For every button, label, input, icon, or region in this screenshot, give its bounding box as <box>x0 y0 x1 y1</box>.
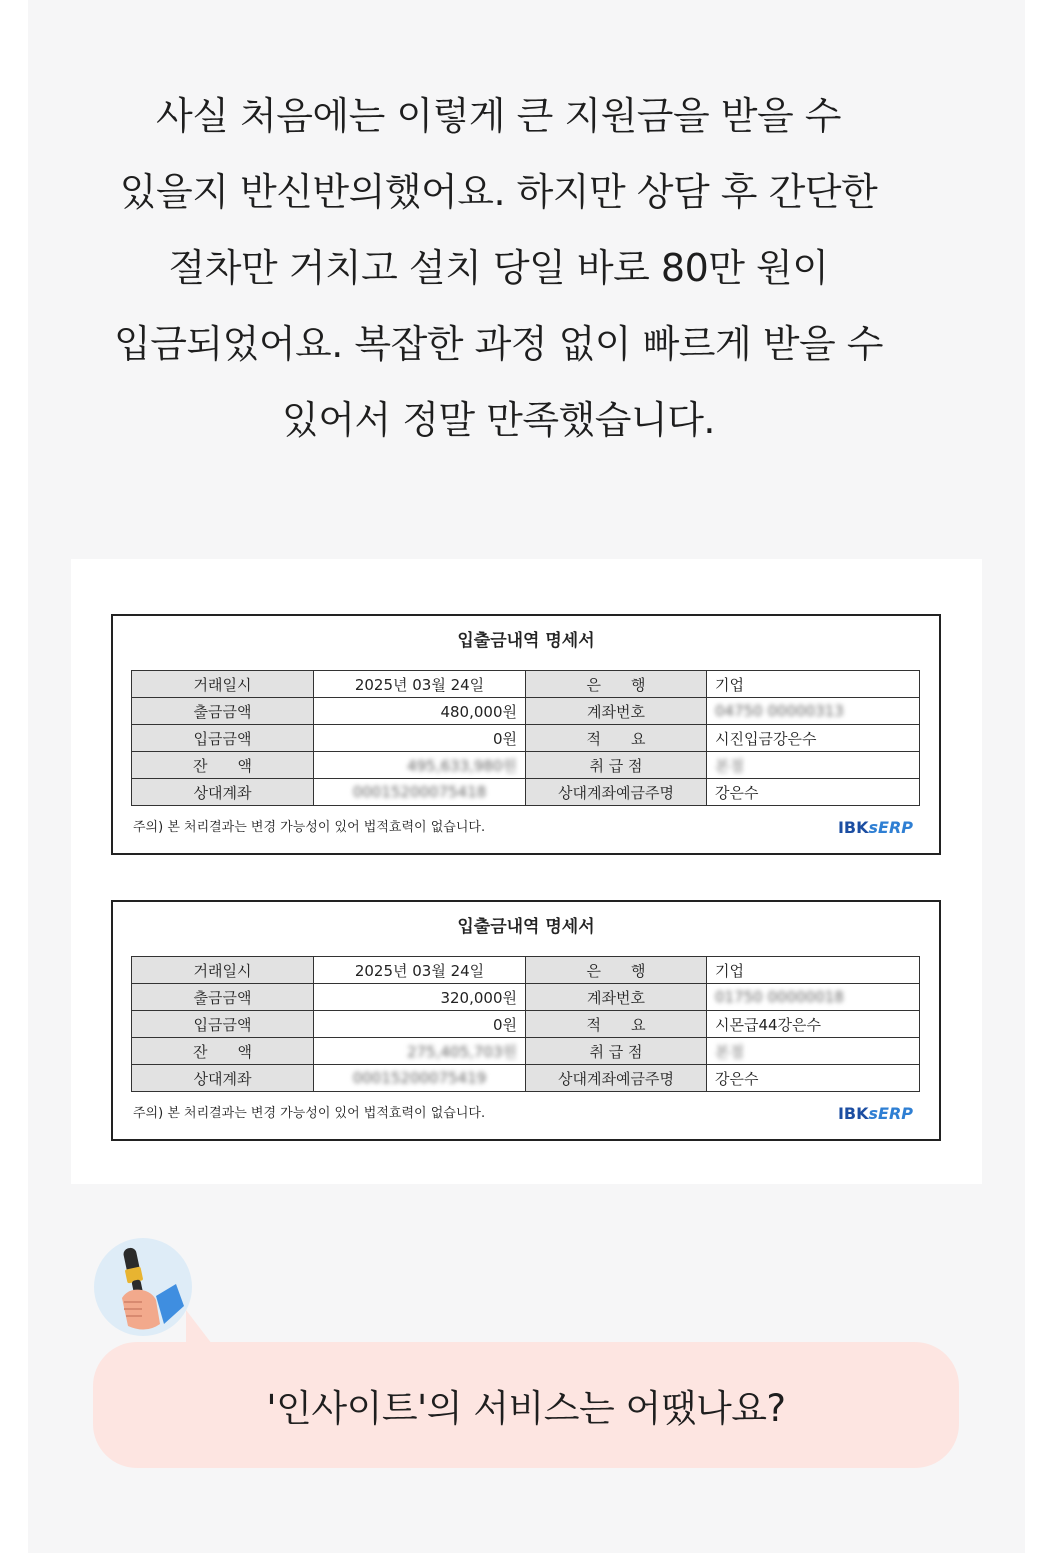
field-label: 은 행 <box>526 957 707 984</box>
testimonial-line: 있을지 반신반의했어요. 하지만 상담 후 간단한 <box>119 170 878 214</box>
blurred-value: 본점 <box>715 756 744 775</box>
field-label: 거래일시 <box>132 957 314 984</box>
field-label: 상대계좌예금주명 <box>526 1065 707 1092</box>
field-label: 적 요 <box>526 725 707 752</box>
field-label: 취 급 점 <box>526 752 707 779</box>
table-row <box>132 1065 920 1092</box>
ibk-serp-logo <box>838 1104 913 1123</box>
field-label: 거래일시 <box>132 671 314 698</box>
ibk-serp-logo <box>838 818 913 837</box>
field-value: 0원 <box>314 725 526 752</box>
microphone-hand-icon <box>94 1238 192 1336</box>
blurred-value: 04750 00000313 <box>715 702 844 720</box>
field-value: 강은수 <box>707 779 920 806</box>
field-value: 2025년 03월 24일 <box>314 957 526 984</box>
testimonial-line: 입금되었어요. 복잡한 과정 없이 빠르게 받을 수 <box>113 322 883 366</box>
transaction-statement <box>111 900 941 1141</box>
table-row <box>132 752 920 779</box>
table-row <box>132 1038 920 1065</box>
testimonial-line: 있어서 정말 만족했습니다. <box>281 398 716 442</box>
blurred-value: 00015200075419 <box>352 1069 487 1087</box>
field-value <box>314 1038 526 1065</box>
field-value: 시진입금강은수 <box>707 725 920 752</box>
statement-table <box>131 956 920 1092</box>
field-label: 계좌번호 <box>526 698 707 725</box>
transaction-statement <box>111 614 941 855</box>
field-label: 잔 액 <box>132 752 314 779</box>
table-row <box>132 671 920 698</box>
legal-notice: 주의) 본 처리결과는 변경 가능성이 있어 법적효력이 없습니다. <box>133 1106 486 1121</box>
field-label: 상대계좌 <box>132 779 314 806</box>
statement-title: 입출금내역 명세서 <box>457 917 595 937</box>
logo-text: sERP <box>868 818 913 837</box>
statement-title: 입출금내역 명세서 <box>457 631 595 651</box>
blurred-value: 00015200075418 <box>352 783 487 801</box>
field-label: 입금금액 <box>132 1011 314 1038</box>
field-label: 계좌번호 <box>526 984 707 1011</box>
interview-question: '인사이트'의 서비스는 어땠나요? <box>266 1387 786 1430</box>
field-value <box>314 1065 526 1092</box>
testimonial-line: 사실 처음에는 이렇게 큰 지원금을 받을 수 <box>155 94 841 138</box>
microphone-hand-icon <box>94 1238 192 1336</box>
field-value <box>314 752 526 779</box>
field-value: 기업 <box>707 957 920 984</box>
table-row <box>132 1011 920 1038</box>
testimonial-line: 절차만 거치고 설치 당일 바로 80만 원이 <box>168 246 829 290</box>
field-label: 취 급 점 <box>526 1038 707 1065</box>
field-value: 2025년 03월 24일 <box>314 671 526 698</box>
statement-image-card <box>71 559 982 1184</box>
field-label: 출금금액 <box>132 698 314 725</box>
blurred-value: 495,633,980원 <box>407 756 517 775</box>
field-label: 출금금액 <box>132 984 314 1011</box>
field-value: 시몬급44강은수 <box>707 1011 920 1038</box>
field-value <box>707 984 920 1011</box>
question-bubble <box>93 1342 959 1468</box>
legal-notice: 주의) 본 처리결과는 변경 가능성이 있어 법적효력이 없습니다. <box>133 820 486 835</box>
logo-text: sERP <box>868 1104 913 1123</box>
field-label: 은 행 <box>526 671 707 698</box>
statement-table <box>131 670 920 806</box>
blurred-value: 275,405,703원 <box>407 1042 517 1061</box>
field-label: 상대계좌 <box>132 1065 314 1092</box>
field-label: 입금금액 <box>132 725 314 752</box>
field-value: 기업 <box>707 671 920 698</box>
field-value <box>314 779 526 806</box>
field-label: 상대계좌예금주명 <box>526 779 707 806</box>
field-value: 강은수 <box>707 1065 920 1092</box>
field-value: 320,000원 <box>314 984 526 1011</box>
field-value <box>707 752 920 779</box>
logo-text: IBK <box>837 1104 869 1123</box>
blurred-value: 본점 <box>715 1042 744 1061</box>
field-value <box>707 698 920 725</box>
table-row <box>132 698 920 725</box>
table-row <box>132 957 920 984</box>
logo-text: IBK <box>837 818 869 837</box>
blurred-value: 01750 00000018 <box>715 988 844 1006</box>
field-label: 적 요 <box>526 1011 707 1038</box>
field-value: 480,000원 <box>314 698 526 725</box>
field-value: 0원 <box>314 1011 526 1038</box>
table-row <box>132 725 920 752</box>
field-value <box>707 1038 920 1065</box>
speech-bubble-tail <box>186 1310 212 1344</box>
table-row <box>132 779 920 806</box>
testimonial-text <box>60 78 937 458</box>
table-row <box>132 984 920 1011</box>
field-label: 잔 액 <box>132 1038 314 1065</box>
